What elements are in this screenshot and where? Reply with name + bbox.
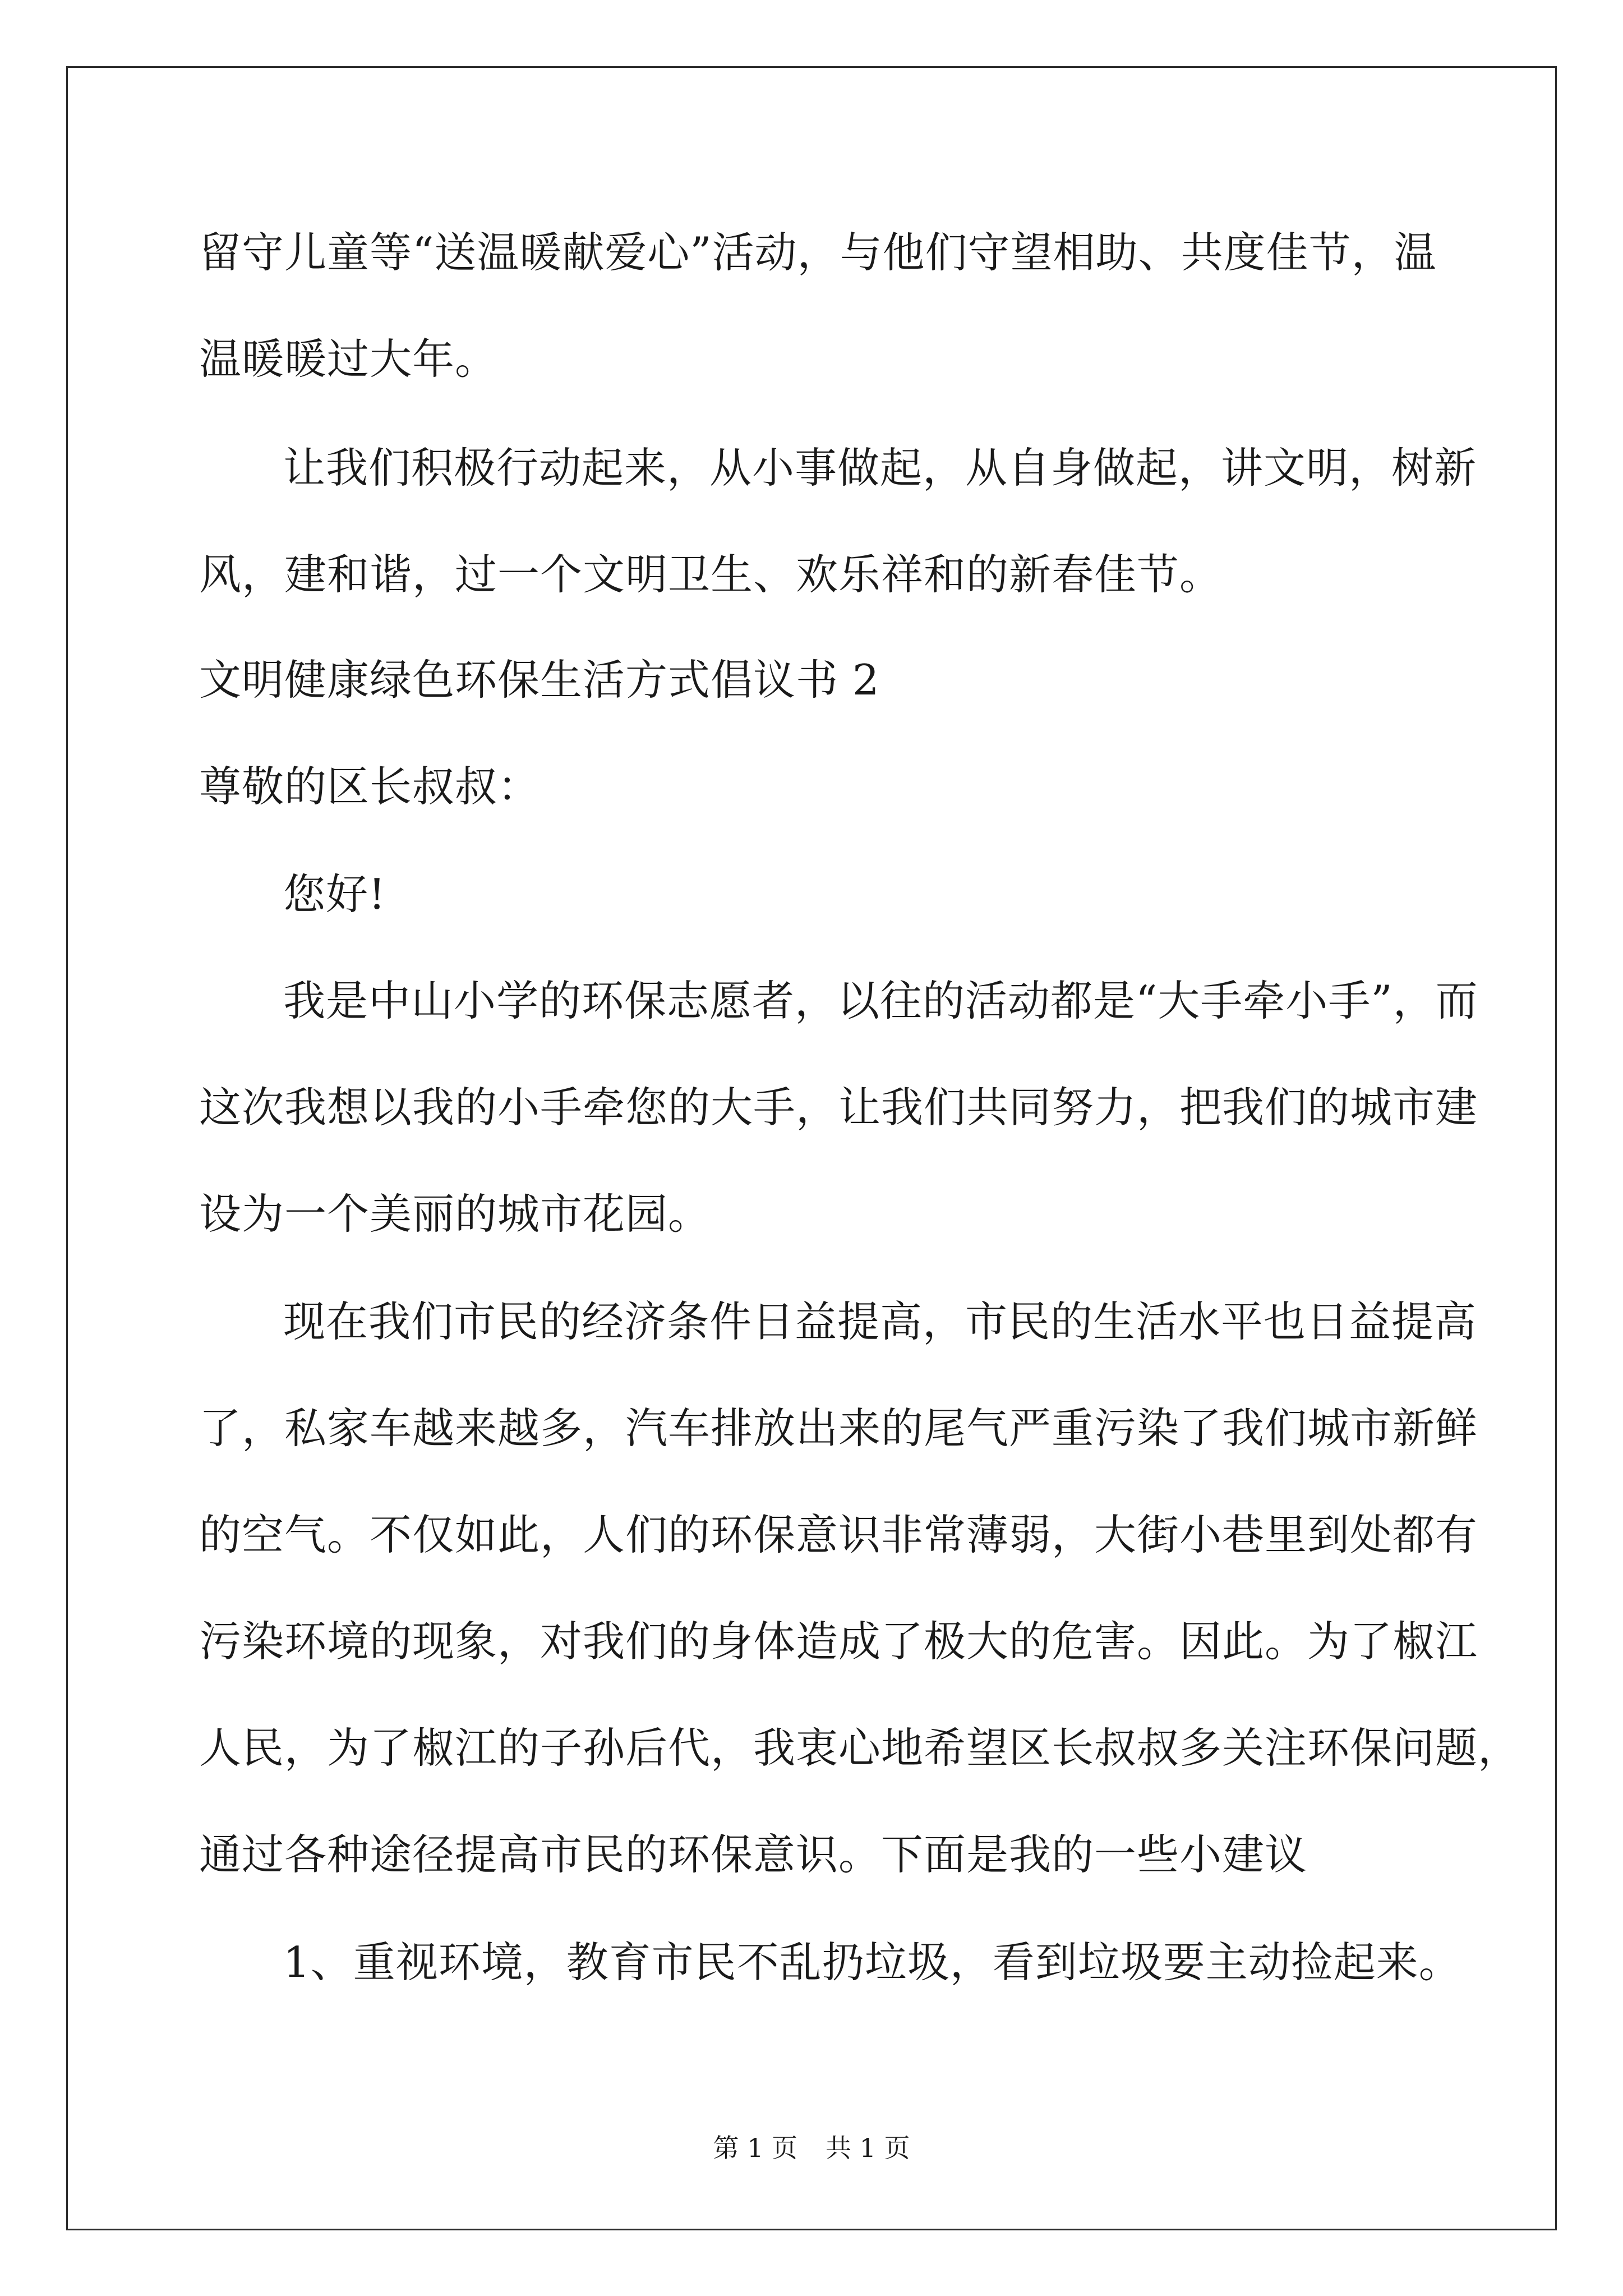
text-line: 我是中山小学的环保志愿者，以往的活动都是“大手牵小手”，而	[283, 976, 1478, 1025]
text-line: 的空气。不仅如此，人们的环保意识非常薄弱，大街小巷里到处都有	[199, 1510, 1478, 1559]
text-line: 这次我想以我的小手牵您的大手，让我们共同努力，把我们的城市建	[199, 1083, 1478, 1132]
salutation: 尊敬的区长叔叔：	[199, 762, 541, 811]
text-line: 现在我们市民的经济条件日益提高，市民的生活水平也日益提高	[283, 1297, 1477, 1346]
text-line: 留守儿童等“送温暖献爱心”活动，与他们守望相助、共度佳节，温	[199, 228, 1437, 277]
list-item: 1、重视环境，教育市民不乱扔垃圾，看到垃圾要主动捡起来。	[283, 1938, 1461, 1987]
text-line: 了，私家车越来越多，汽车排放出来的尾气严重污染了我们城市新鲜	[199, 1404, 1478, 1453]
page-number-current: 第 1 页	[713, 2133, 797, 2163]
page-number-total: 共 1 页	[826, 2133, 910, 2163]
text-line: 让我们积极行动起来，从小事做起，从自身做起，讲文明，树新	[283, 443, 1477, 493]
page-frame	[66, 66, 1557, 2230]
page-footer	[0, 2135, 1623, 2161]
text-line: 污染环境的现象，对我们的身体造成了极大的危害。因此。为了椒江	[199, 1617, 1478, 1666]
greeting: 您好!	[283, 869, 386, 919]
text-line: 人民，为了椒江的子孙后代，我衷心地希望区长叔叔多关注环保问题，	[199, 1723, 1521, 1773]
text-line: 风，建和谐，过一个文明卫生、欢乐祥和的新春佳节。	[199, 550, 1223, 599]
text-line: 温暖暖过大年。	[199, 334, 498, 384]
text-line: 设为一个美丽的城市花园。	[199, 1189, 711, 1239]
text-line: 通过各种途径提高市民的环保意识。下面是我的一些小建议	[199, 1830, 1308, 1879]
section-heading: 文明健康绿色环保生活方式倡议书 2	[199, 655, 880, 705]
